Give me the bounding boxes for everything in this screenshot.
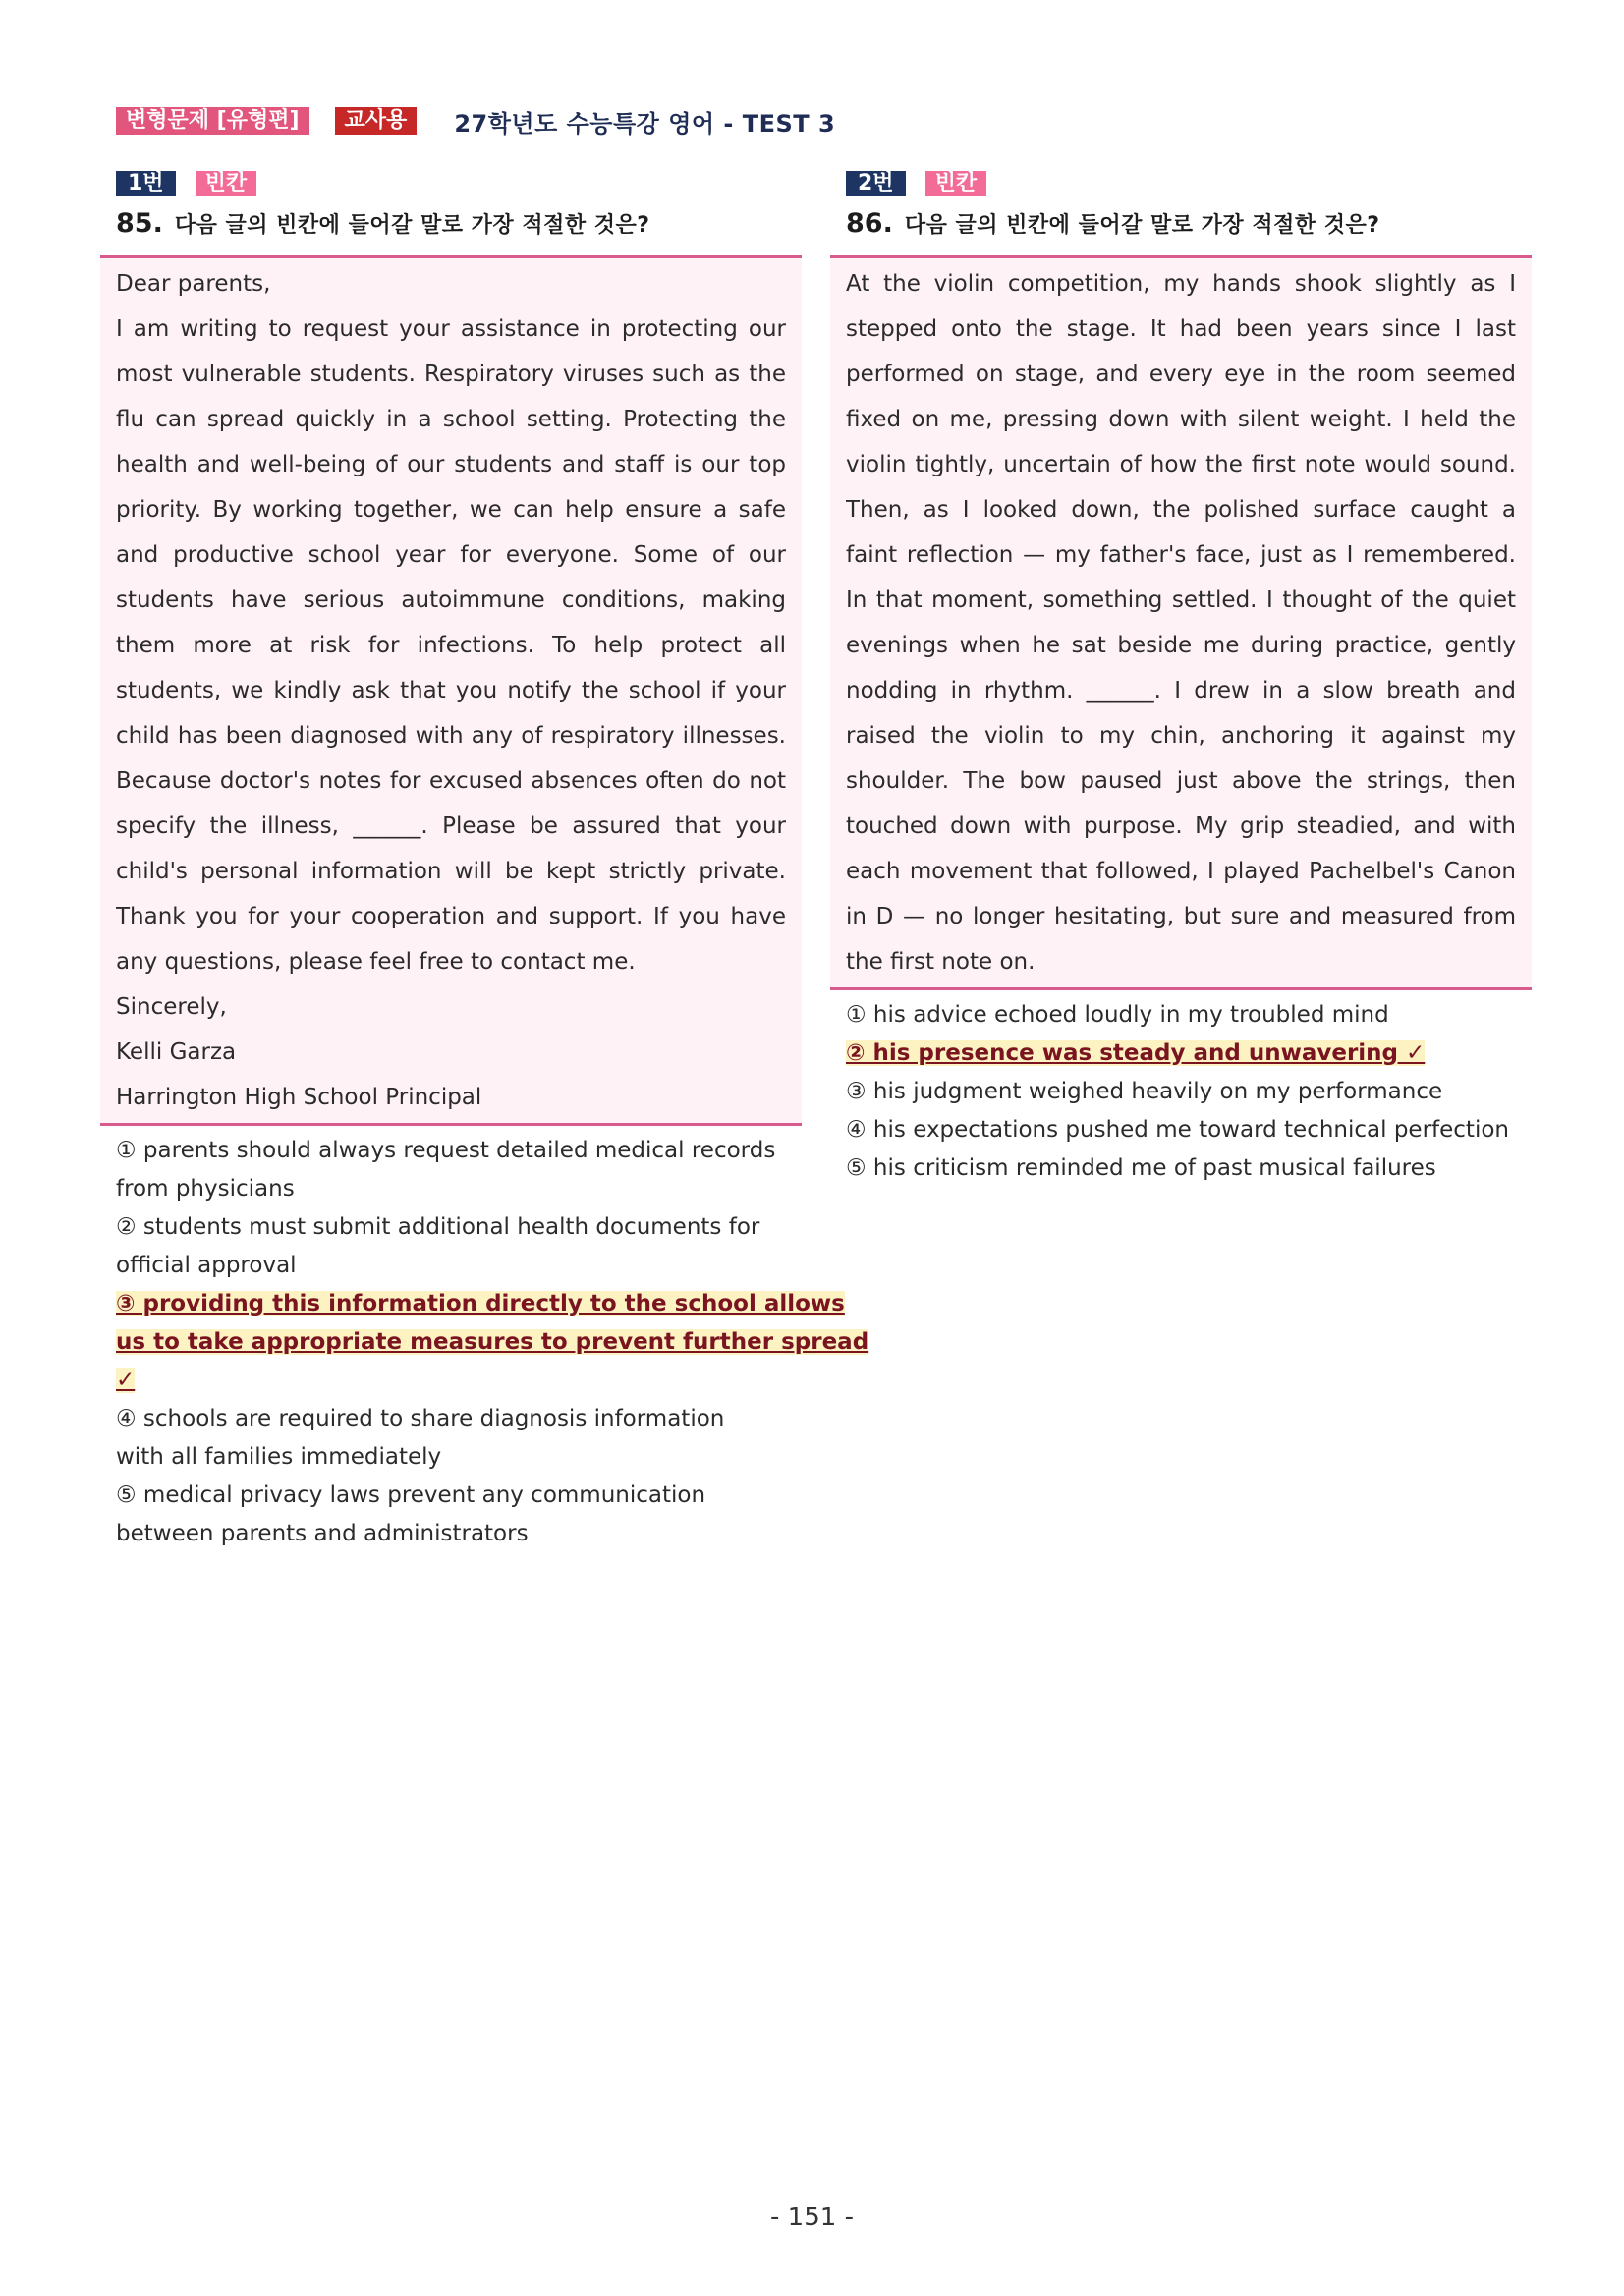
choice-2-correct	[846, 1035, 1532, 1073]
passage-line: evenings when he sat beside me during practice, gently	[846, 633, 1516, 658]
choice-5: ⑤ his criticism reminded me of past musical failures	[846, 1155, 1436, 1181]
choice-4: ④ his expectations pushed me toward technical perfection	[846, 1117, 1509, 1143]
passage-line: specify the illness, ______. Please be assured that your	[116, 813, 786, 839]
passage-line: Sincerely,	[116, 994, 227, 1020]
choice-4-cont: with all families immediately	[116, 1444, 442, 1470]
check-icon: ✓	[116, 1368, 136, 1393]
correct-answer-text: ③ providing this information directly to the school allows	[116, 1291, 845, 1316]
category-tag: 변형문제 [유형편]	[116, 107, 309, 135]
question-type-tag: 빈칸	[196, 171, 257, 196]
passage-line: child has been diagnosed with any of respiratory illnesses.	[116, 723, 786, 749]
question-title	[100, 208, 802, 242]
choice-4: ④ schools are required to share diagnosis information	[116, 1406, 725, 1431]
passage-line: faint reflection — my father's face, just as I remembered.	[846, 542, 1516, 568]
passage-line: Harrington High School Principal	[116, 1085, 482, 1110]
correct-answer-text: us to take appropriate measures to prevent further spread	[116, 1329, 869, 1355]
answer-choices	[830, 990, 1532, 1188]
passage-line: them more at risk for infections. To help protect all	[116, 633, 786, 658]
passage-line: Then, as I looked down, the polished surface caught a	[846, 497, 1516, 523]
correct-answer-text: ② his presence was steady and unwavering ✓	[846, 1040, 1426, 1066]
passage-line: priority. By working together, we can help ensure a safe	[116, 497, 786, 523]
passage-line: Dear parents,	[116, 271, 271, 297]
question-title	[830, 208, 1532, 242]
passage-line: I am writing to request your assistance in protecting our	[116, 316, 786, 342]
passage-line: and productive school year for everyone. Some of our	[116, 542, 786, 568]
choice-5: ⑤ medical privacy laws prevent any communication	[116, 1483, 706, 1508]
choice-1-cont: from physicians	[116, 1176, 295, 1202]
passage-line: any questions, please feel free to contact me.	[116, 949, 636, 975]
passage-line: students have serious autoimmune conditions, making	[116, 588, 786, 613]
passage-line: Thank you for your cooperation and support. If you have	[116, 904, 786, 929]
question-type-tag: 빈칸	[925, 171, 987, 196]
teacher-tag: 교사용	[335, 107, 418, 135]
choice-1: ① his advice echoed loudly in my troubled mind	[846, 1002, 1389, 1028]
passage-line: each movement that followed, I played Pachelbel's Canon	[846, 859, 1516, 884]
question-prompt: 다음 글의 빈칸에 들어갈 말로 가장 적절한 것은?	[174, 213, 650, 238]
question-86-column	[830, 171, 1532, 1188]
passage-line: flu can spread quickly in a school setting. Protecting the	[116, 407, 786, 432]
passage-line: Because doctor's notes for excused absences often do not	[116, 768, 786, 794]
correct-check-mark	[116, 1362, 802, 1400]
question-prompt: 다음 글의 빈칸에 들어갈 말로 가장 적절한 것은?	[904, 213, 1380, 238]
question-tags	[830, 171, 1532, 196]
question-number: 85.	[116, 208, 163, 239]
passage-line: child's personal information will be kept strictly private.	[116, 859, 786, 884]
question-number-tag: 1번	[116, 171, 176, 196]
choice-2-cont: official approval	[116, 1253, 297, 1278]
question-number: 86.	[846, 208, 893, 239]
passage-line: stepped onto the stage. It had been years since I last	[846, 316, 1516, 342]
passage-line: performed on stage, and every eye in the room seemed	[846, 362, 1516, 387]
choice-3-correct-cont	[116, 1323, 869, 1362]
passage-line: In that moment, something settled. I thought of the quiet	[846, 588, 1516, 613]
choice-3-correct	[116, 1285, 845, 1323]
passage-box	[100, 255, 802, 1126]
choice-2: ② students must submit additional health documents for	[116, 1214, 760, 1240]
passage-line: most vulnerable students. Respiratory viruses such as the	[116, 362, 786, 387]
question-number-tag: 2번	[846, 171, 906, 196]
passage-line: violin tightly, uncertain of how the first note would sound.	[846, 452, 1516, 477]
passage-line: in D — no longer hesitating, but sure and measured from	[846, 904, 1516, 929]
question-85-column	[100, 171, 869, 1553]
passage-line: At the violin competition, my hands shook slightly as I	[846, 271, 1516, 297]
choice-5-cont: between parents and administrators	[116, 1521, 529, 1546]
question-tags	[100, 171, 802, 196]
document-title: 27학년도 수능특강 영어 - TEST 3	[454, 109, 836, 138]
choice-3: ③ his judgment weighed heavily on my performance	[846, 1079, 1443, 1104]
passage-line: fixed on me, pressing down with silent weight. I held the	[846, 407, 1516, 432]
passage-box	[830, 255, 1532, 990]
answer-choices	[100, 1126, 869, 1553]
passage-line: health and well-being of our students and staff is our top	[116, 452, 786, 477]
passage-line: students, we kindly ask that you notify the school if your	[116, 678, 786, 703]
passage-line: raised the violin to my chin, anchoring it against my	[846, 723, 1516, 749]
passage-line: Kelli Garza	[116, 1039, 237, 1065]
choice-1: ① parents should always request detailed medical records	[116, 1138, 776, 1163]
passage-line: touched down with purpose. My grip steadied, and with	[846, 813, 1516, 839]
page-header	[116, 104, 835, 138]
page-number: - 151 -	[770, 2203, 854, 2232]
passage-line: nodding in rhythm. ______. I drew in a slow breath and	[846, 678, 1516, 703]
passage-line: shoulder. The bow paused just above the strings, then	[846, 768, 1516, 794]
passage-line: the first note on.	[846, 949, 1036, 975]
